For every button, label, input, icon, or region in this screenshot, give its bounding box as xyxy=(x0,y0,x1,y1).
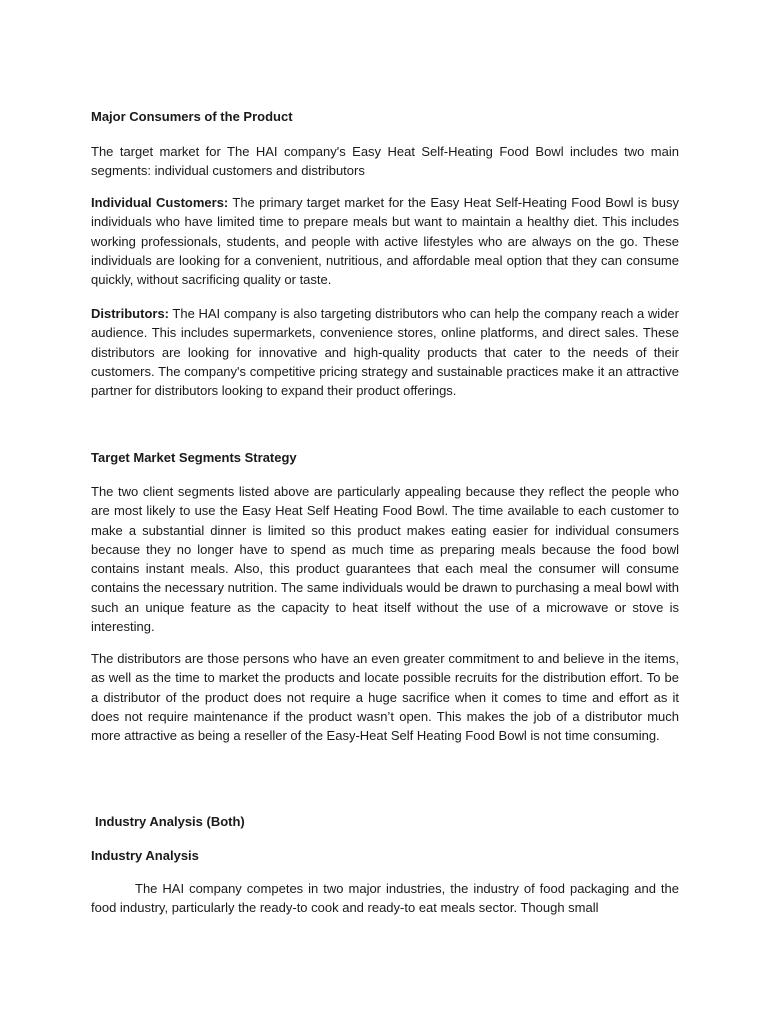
industry-paragraph-1: The HAI company competes in two major industries, the industry of food packaging and the food industry, particularly the ready-to cook and ready-to eat meals sector. Though small xyxy=(91,881,679,916)
individual-customers-text: The primary target market for the Easy Heat Self-Heating Food Bowl is busy individuals who have limited time to prepare meals but want to maintain a healthy diet. This includes working professionals, students, and people with active lifestyles who are always on the go. These individuals are looking for a convenient, nutritious, and affordable meal option that they can consume quickly, without sacrificing quality or taste. xyxy=(91,195,679,288)
strategy-paragraph-1: The two client segments listed above are particularly appealing because they reflect the people who are most likely to use the Easy Heat Self Heating Food Bowl. The time available to each customer to make a substantial dinner is limited so this product makes eating easier for individual consumers because they no longer have to spend as much time as preparing meals because the food bowl contains instant meals. Also, this product guarantees that each meal the consumer will consume contains the necessary nutrition. The same individuals would be drawn to purchasing a meal bowl with such an unique feature as the capacity to heat itself without the use of a microwave or stove is interesting. xyxy=(91,484,679,635)
individual-customers-paragraph xyxy=(91,193,679,289)
section-heading-industry-analysis: Industry Analysis xyxy=(91,848,199,863)
section-heading-target-market-strategy: Target Market Segments Strategy xyxy=(91,450,297,465)
section-heading-industry-analysis-both: Industry Analysis (Both) xyxy=(95,814,245,829)
distributors-paragraph xyxy=(91,304,679,400)
section-heading-major-consumers: Major Consumers of the Product xyxy=(91,109,293,124)
distributors-lead: Distributors: xyxy=(91,306,169,321)
intro-paragraph: The target market for The HAI company's Easy Heat Self-Heating Food Bowl includes two main segments: individual customers and distributors xyxy=(91,144,679,179)
individual-customers-lead: Individual Customers: xyxy=(91,195,229,210)
strategy-paragraph-2: The distributors are those persons who have an even greater commitment to and believe in the items, as well as the time to market the products and locate possible recruits for the distribution effort. To be a distributor of the product does not require a huge sacrifice when it comes to time and effort as it does not require maintenance if the product wasn’t open. This makes the job of a distributor much more attractive as being a reseller of the Easy-Heat Self Heating Food Bowl is not time consuming. xyxy=(91,651,679,744)
distributors-text: The HAI company is also targeting distributors who can help the company reach a wider audience. This includes supermarkets, convenience stores, online platforms, and direct sales. These distributors are looking for innovative and high-quality products that cater to the needs of their customers. The company's competitive pricing strategy and sustainable practices make it an attractive partner for distributors looking to expand their product offerings. xyxy=(91,306,679,399)
